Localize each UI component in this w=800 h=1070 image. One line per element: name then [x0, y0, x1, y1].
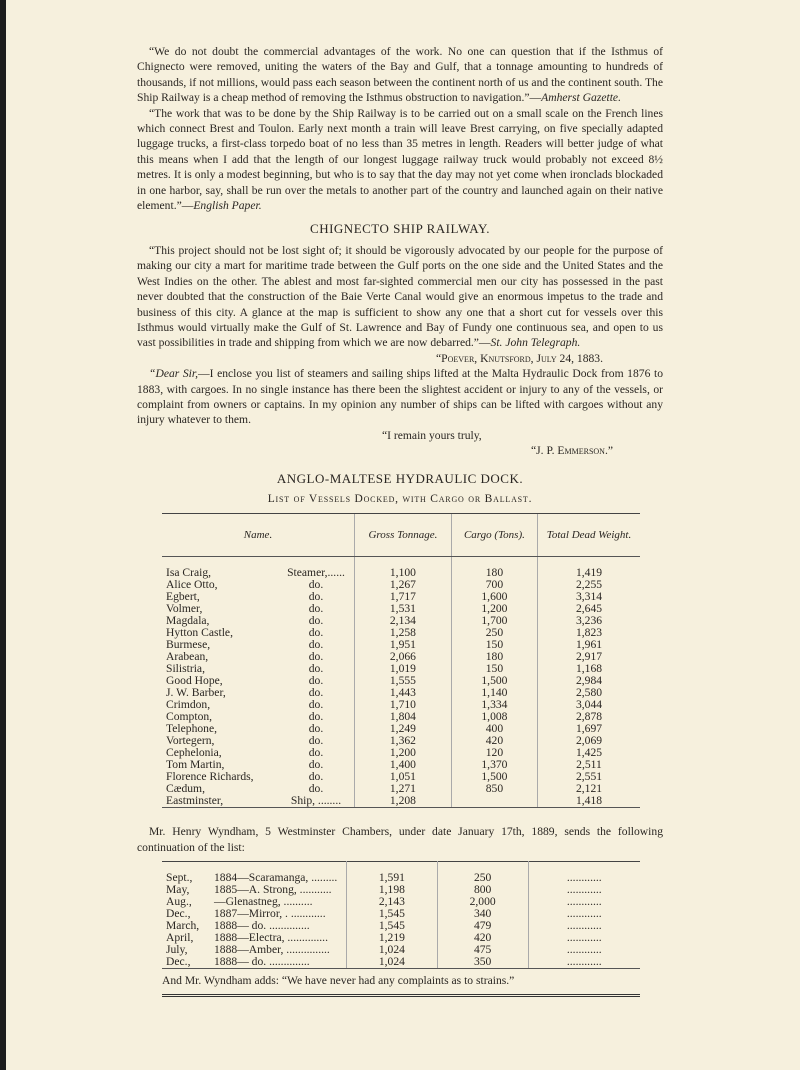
- cell-deadweight: 2,511: [538, 759, 641, 771]
- cell-gross: 1,024: [347, 944, 438, 956]
- cell-name: April,: [166, 931, 194, 945]
- cell-cargo: 180: [451, 557, 537, 580]
- cell-type: do.: [308, 626, 324, 640]
- cell-gross: 1,591: [347, 862, 438, 885]
- cell-type: 1888— do. ..............: [210, 956, 347, 969]
- cell-cargo: 150: [451, 639, 537, 651]
- cell-name: Volmer,: [166, 602, 203, 616]
- cell-deadweight: 3,314: [538, 591, 641, 603]
- cell-deadweight: 1,961: [538, 639, 641, 651]
- cell-type: —Glenastneg, ..........: [214, 895, 313, 909]
- cell-gross: 1,198: [347, 884, 438, 896]
- cell-cargo: 400: [451, 723, 537, 735]
- cell-gross: 1,051: [355, 771, 452, 783]
- cell-gross: 1,555: [355, 675, 452, 687]
- cell-name: Arabean,: [166, 650, 209, 664]
- cell-gross: 1,710: [355, 699, 452, 711]
- cell-gross: 1,024: [347, 956, 438, 969]
- cell-name: Egbert,: [166, 590, 200, 604]
- cell-deadweight: 3,236: [538, 615, 641, 627]
- cell-deadweight: ............: [528, 920, 640, 932]
- cell-type: 1887—Mirror, . ............: [214, 907, 326, 921]
- cell-deadweight: ............: [528, 908, 640, 920]
- cell-name: Isa Craig,: [166, 566, 212, 580]
- cell-type: do.: [308, 662, 324, 676]
- table-row: [162, 862, 640, 885]
- cell-cargo: 850: [451, 783, 537, 795]
- cell-type: Steamer,......: [287, 566, 345, 580]
- scan-edge: [0, 0, 6, 1070]
- cell-type: do.: [308, 686, 324, 700]
- cell-gross: 1,219: [347, 932, 438, 944]
- cell-type: do.: [308, 602, 324, 616]
- cell-gross: 1,019: [355, 663, 452, 675]
- cell-cargo: 475: [437, 944, 528, 956]
- cell-cargo: 1,500: [451, 675, 537, 687]
- cell-deadweight: 1,168: [538, 663, 641, 675]
- cell-deadweight: 2,917: [538, 651, 641, 663]
- cell-gross: 1,443: [355, 687, 452, 699]
- cell-name: Hytton Castle,: [166, 626, 233, 640]
- cell-gross: 2,066: [355, 651, 452, 663]
- cell-name: Alice Otto,: [166, 578, 218, 592]
- cell-deadweight: 2,984: [538, 675, 641, 687]
- cell-name: Silistria,: [166, 662, 205, 676]
- cell-type: do.: [308, 614, 324, 628]
- cell-name: May,: [166, 883, 190, 897]
- cell-name: Aug.,: [166, 895, 192, 909]
- cell-cargo: 700: [451, 579, 537, 591]
- cell-type: 1885—A. Strong, ...........: [214, 883, 332, 897]
- cell-cargo: 180: [451, 651, 537, 663]
- cell-name: Cædum,: [166, 782, 205, 796]
- cell-cargo: 2,000: [437, 896, 528, 908]
- cell-deadweight: ............: [528, 956, 640, 969]
- cell-name: July,: [166, 943, 188, 957]
- cell-cargo: 800: [437, 884, 528, 896]
- cell-deadweight: ............: [528, 862, 640, 885]
- table-title: ANGLO-MALTESE HYDRAULIC DOCK.: [276, 470, 524, 486]
- cell-name: Dec.,: [166, 907, 191, 921]
- cell-cargo: 1,700: [451, 615, 537, 627]
- cell-type: 1888—Amber, ...............: [214, 943, 330, 957]
- cell-deadweight: 1,823: [538, 627, 641, 639]
- cell-type: 1888—Electra, ..............: [214, 931, 328, 945]
- cell-gross: 1,545: [347, 908, 438, 920]
- continuation-paragraph: Mr. Henry Wyndham, 5 Westminster Chambers, under date January 17th, 1889, sends the following continuation of the list:: [137, 825, 663, 854]
- cell-cargo: 1,370: [451, 759, 537, 771]
- cell-name: Tom Martin,: [166, 758, 225, 772]
- cell-name: March,: [166, 919, 200, 933]
- cell-deadweight: 2,645: [538, 603, 641, 615]
- cell-type: do.: [308, 758, 324, 772]
- cell-deadweight: 1,425: [538, 747, 641, 759]
- table-subtitle: List of Vessels Docked, with Cargo or Ballast.: [267, 492, 533, 505]
- cell-cargo: 479: [437, 920, 528, 932]
- letter-body: “Dear Sir,—I enclose you list of steamers and sailing ships lifted at the Malta Hydraulic Dock from 1876 to 1883, with cargoes. In no single instance has there been the slightest accident or injury to any of the vessels, or complaint from owners or captains. In my opinion any number of ships can be lifted with cargoes without any injury whatever to them.: [137, 367, 663, 427]
- col-deadweight: Total Dead Weight.: [538, 514, 641, 557]
- cell-cargo: 420: [451, 735, 537, 747]
- cell-gross: 1,258: [355, 627, 452, 639]
- cell-type: do.: [308, 590, 324, 604]
- cell-type: 1888— do. ..............: [214, 919, 310, 933]
- cell-name: Burmese,: [166, 638, 211, 652]
- quote-amherst: “We do not doubt the commercial advantages of the work. No one can question that if the Isthmus of Chignecto were removed, uniting the waters of the Bay and Gulf, that a tonnage amounting to hundreds of thousands, if not millions, would pass each season between the continent north of us and the continent south. The Ship Railway is a cheap method of removing the Isthmus obstruction to navigation.”—Amherst Gazette.: [137, 45, 663, 105]
- cell-type: do.: [308, 722, 324, 736]
- cell-name: J. W. Barber,: [166, 686, 226, 700]
- table-row: [162, 557, 640, 580]
- cell-cargo: 150: [451, 663, 537, 675]
- quote-english-paper: “The work that was to be done by the Ship Railway is to be carried out on a small scale on the French lines which connect Brest and Toulon. Early next month a train will leave Brest carrying, on five specially adapted luggage trucks, a first-class torpedo boat of no less than 35 metres in length. Readers will better judge of what this means when I add that the length of our longest luggage railway truck would probably not exceed 8½ metres. It is only a modest beginning, but who is to say that the day may not yet come when ironclads blockaded in one harbor, say, shall be run over the metals to another part of the country and launched again on their native element.”—English Paper.: [137, 106, 663, 213]
- cell-name: Crimdon,: [166, 698, 211, 712]
- cell-type: 1884—Scaramanga, .........: [214, 871, 338, 885]
- cell-gross: 1,200: [355, 747, 452, 759]
- cell-gross: 1,362: [355, 735, 452, 747]
- cell-gross: 1,545: [347, 920, 438, 932]
- cell-type: do.: [308, 746, 324, 760]
- table-row: [162, 795, 640, 808]
- cell-name: Compton,: [166, 710, 213, 724]
- vessels-table: [162, 513, 640, 808]
- letter-closing: “I remain yours truly,: [382, 428, 482, 442]
- cell-type: do.: [308, 782, 324, 796]
- closing-line: And Mr. Wyndham adds: “We have never had any complaints as to strains.”: [162, 969, 640, 997]
- cell-cargo: 420: [437, 932, 528, 944]
- cell-cargo: 1,334: [451, 699, 537, 711]
- cell-cargo: 1,008: [451, 711, 537, 723]
- cell-type: do.: [308, 770, 324, 784]
- cell-name: Florence Richards,: [166, 770, 254, 784]
- cell-deadweight: 1,418: [538, 795, 641, 808]
- table-row: [162, 956, 640, 969]
- cell-gross: 1,717: [355, 591, 452, 603]
- cell-gross: 1,400: [355, 759, 452, 771]
- cell-cargo: 1,200: [451, 603, 537, 615]
- cell-deadweight: 1,697: [538, 723, 641, 735]
- cell-name: Eastminster,: [162, 795, 278, 808]
- cell-name: Dec.,: [162, 956, 210, 969]
- cell-deadweight: ............: [528, 896, 640, 908]
- cell-type: do.: [308, 698, 324, 712]
- cell-gross: 1,100: [355, 557, 452, 580]
- cell-deadweight: 2,121: [538, 783, 641, 795]
- heading-chignecto: CHIGNECTO SHIP RAILWAY.: [310, 221, 490, 237]
- cell-gross: 1,804: [355, 711, 452, 723]
- cell-name: Sept.,: [166, 871, 193, 885]
- cell-gross: 1,249: [355, 723, 452, 735]
- cell-deadweight: 2,551: [538, 771, 641, 783]
- cell-name: Good Hope,: [166, 674, 223, 688]
- col-cargo: Cargo (Tons).: [451, 514, 537, 557]
- cell-cargo: 1,140: [451, 687, 537, 699]
- cell-type: Ship, ........: [278, 795, 355, 808]
- cell-gross: 2,134: [355, 615, 452, 627]
- cell-gross: 1,531: [355, 603, 452, 615]
- cell-name: Cephelonia,: [166, 746, 222, 760]
- cell-deadweight: 2,069: [538, 735, 641, 747]
- col-gross: Gross Tonnage.: [355, 514, 452, 557]
- cell-deadweight: ............: [528, 944, 640, 956]
- cell-name: Vortegern,: [166, 734, 215, 748]
- cell-cargo: [451, 795, 537, 808]
- cell-gross: 1,267: [355, 579, 452, 591]
- cell-cargo: 1,600: [451, 591, 537, 603]
- cell-type: do.: [308, 674, 324, 688]
- cell-name: Telephone,: [166, 722, 218, 736]
- cell-gross: 1,271: [355, 783, 452, 795]
- cell-type: do.: [308, 650, 324, 664]
- cell-cargo: 120: [451, 747, 537, 759]
- text-block: [137, 44, 663, 997]
- cell-gross: 1,951: [355, 639, 452, 651]
- quote-telegraph: “This project should not be lost sight of; it should be vigorously advocated by our people for the purpose of making our city a mart for maritime trade between the Gulf ports on the one side and the United States and the West Indies on the other. The ablest and most far-sighted commercial men our city has possessed in the past never doubted that the construction of the Baie Verte Canal would give an enormous impetus to the trade and business of this city. A glance at the map is sufficient to show any one that a short cut for vessels over this Isthmus would virtually make the Gulf of St. Lawrence and Bay of Fundy one continuous sea, and open to us vast possibilities in trade and shipping from which we are now debarred.”—St. John Telegraph.: [137, 243, 663, 350]
- cell-gross: 1,208: [355, 795, 452, 808]
- cell-deadweight: 2,580: [538, 687, 641, 699]
- cell-cargo: 1,500: [451, 771, 537, 783]
- cell-cargo: 250: [451, 627, 537, 639]
- cell-cargo: 350: [437, 956, 528, 969]
- cell-name: Magdala,: [166, 614, 210, 628]
- cell-deadweight: ............: [528, 932, 640, 944]
- cell-type: do.: [308, 734, 324, 748]
- letter-signature: “J. P. Emmerson.”: [531, 444, 613, 458]
- cell-deadweight: 1,419: [538, 557, 641, 580]
- cell-type: do.: [308, 710, 324, 724]
- cell-type: do.: [308, 638, 324, 652]
- cell-deadweight: ............: [528, 884, 640, 896]
- cell-deadweight: 2,878: [538, 711, 641, 723]
- col-name: Name.: [162, 514, 355, 557]
- continuation-table: [162, 861, 640, 969]
- cell-gross: 2,143: [347, 896, 438, 908]
- cell-cargo: 340: [437, 908, 528, 920]
- cell-deadweight: 2,255: [538, 579, 641, 591]
- cell-deadweight: 3,044: [538, 699, 641, 711]
- cell-cargo: 250: [437, 862, 528, 885]
- letter-dateline: “Poever, Knutsford, July 24, 1883.: [436, 351, 603, 365]
- cell-type: do.: [308, 578, 324, 592]
